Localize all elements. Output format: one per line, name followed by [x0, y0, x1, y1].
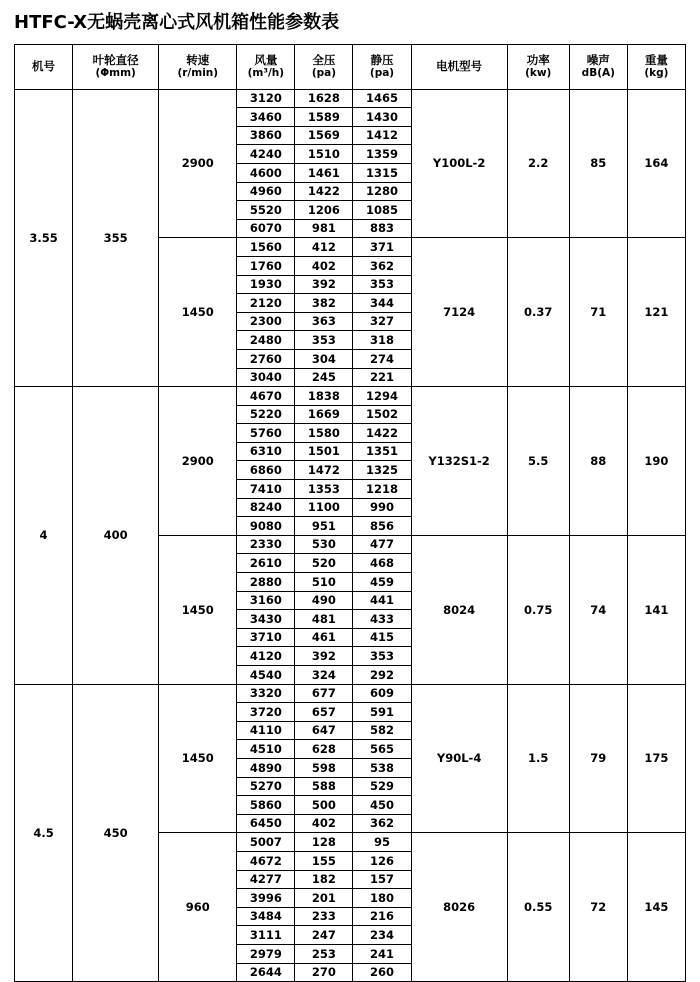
cell-total-pressure: 1838 [295, 387, 353, 406]
cell-airflow: 2120 [237, 294, 295, 313]
cell-total-pressure: 324 [295, 666, 353, 685]
cell-total-pressure: 233 [295, 907, 353, 926]
cell-airflow: 3860 [237, 126, 295, 145]
cell-airflow: 5270 [237, 777, 295, 796]
table-row [15, 89, 686, 108]
cell-total-pressure: 363 [295, 312, 353, 331]
cell-static-pressure: 1085 [353, 201, 411, 220]
cell-airflow: 4672 [237, 851, 295, 870]
cell-static-pressure: 1325 [353, 461, 411, 480]
cell-airflow: 4110 [237, 721, 295, 740]
cell-power: 0.37 [507, 238, 569, 387]
cell-static-pressure: 353 [353, 275, 411, 294]
cell-total-pressure: 412 [295, 238, 353, 257]
table-header [15, 44, 686, 89]
cell-static-pressure: 433 [353, 610, 411, 629]
cell-static-pressure: 157 [353, 870, 411, 889]
cell-static-pressure: 538 [353, 758, 411, 777]
header-impeller-diameter [73, 44, 159, 89]
table-header-row [15, 44, 686, 89]
cell-total-pressure: 382 [295, 294, 353, 313]
cell-airflow: 3720 [237, 703, 295, 722]
cell-static-pressure: 609 [353, 684, 411, 703]
cell-motor-model: 8024 [411, 535, 507, 684]
header-power-main: 功率 [526, 52, 550, 67]
cell-static-pressure: 274 [353, 349, 411, 368]
cell-airflow: 3320 [237, 684, 295, 703]
cell-airflow: 2644 [237, 963, 295, 982]
cell-total-pressure: 510 [295, 573, 353, 592]
cell-airflow: 4120 [237, 647, 295, 666]
header-weight-sub: (kg) [644, 67, 669, 80]
header-speed-sub: (r/min) [177, 67, 219, 80]
header-noise [569, 44, 627, 89]
cell-total-pressure: 392 [295, 275, 353, 294]
cell-total-pressure: 1501 [295, 442, 353, 461]
cell-airflow: 4277 [237, 870, 295, 889]
cell-airflow: 1760 [237, 256, 295, 275]
cell-weight: 121 [627, 238, 685, 387]
cell-noise: 74 [569, 535, 627, 684]
cell-airflow: 2880 [237, 573, 295, 592]
header-noise-sub: dB(A) [581, 67, 615, 80]
cell-static-pressure: 362 [353, 256, 411, 275]
cell-noise: 79 [569, 684, 627, 833]
cell-total-pressure: 1589 [295, 108, 353, 127]
cell-airflow: 7410 [237, 480, 295, 499]
cell-static-pressure: 529 [353, 777, 411, 796]
header-impeller-diameter-main: 叶轮直径 [92, 52, 139, 67]
cell-speed: 2900 [159, 387, 237, 536]
cell-static-pressure: 1465 [353, 89, 411, 108]
header-weight-main: 重量 [644, 52, 668, 67]
cell-speed: 960 [159, 833, 237, 982]
cell-total-pressure: 1100 [295, 498, 353, 517]
cell-total-pressure: 1669 [295, 405, 353, 424]
cell-static-pressure: 327 [353, 312, 411, 331]
cell-noise: 72 [569, 833, 627, 982]
cell-static-pressure: 260 [353, 963, 411, 982]
header-total-pressure-main: 全压 [312, 52, 336, 67]
cell-total-pressure: 1461 [295, 163, 353, 182]
cell-total-pressure: 981 [295, 219, 353, 238]
cell-impeller-diameter: 400 [73, 387, 159, 685]
cell-airflow: 2979 [237, 944, 295, 963]
cell-model: 4.5 [15, 684, 73, 982]
header-speed [159, 44, 237, 89]
cell-airflow: 4540 [237, 666, 295, 685]
cell-total-pressure: 201 [295, 889, 353, 908]
cell-airflow: 6310 [237, 442, 295, 461]
cell-power: 5.5 [507, 387, 569, 536]
cell-airflow: 5007 [237, 833, 295, 852]
cell-airflow: 3710 [237, 628, 295, 647]
cell-static-pressure: 565 [353, 740, 411, 759]
cell-total-pressure: 155 [295, 851, 353, 870]
header-airflow [237, 44, 295, 89]
header-weight [627, 44, 685, 89]
header-model-main: 机号 [32, 59, 56, 74]
header-airflow-main: 风量 [254, 52, 278, 67]
cell-total-pressure: 128 [295, 833, 353, 852]
cell-weight: 145 [627, 833, 685, 982]
cell-total-pressure: 500 [295, 796, 353, 815]
cell-total-pressure: 402 [295, 814, 353, 833]
cell-static-pressure: 591 [353, 703, 411, 722]
cell-static-pressure: 1218 [353, 480, 411, 499]
cell-static-pressure: 468 [353, 554, 411, 573]
cell-airflow: 2480 [237, 331, 295, 350]
cell-airflow: 5220 [237, 405, 295, 424]
cell-weight: 141 [627, 535, 685, 684]
cell-airflow: 3160 [237, 591, 295, 610]
cell-static-pressure: 582 [353, 721, 411, 740]
cell-speed: 1450 [159, 684, 237, 833]
cell-motor-model: 7124 [411, 238, 507, 387]
cell-airflow: 3120 [237, 89, 295, 108]
table-row [15, 684, 686, 703]
cell-static-pressure: 1315 [353, 163, 411, 182]
cell-static-pressure: 362 [353, 814, 411, 833]
cell-static-pressure: 1280 [353, 182, 411, 201]
cell-model: 4 [15, 387, 73, 685]
cell-total-pressure: 520 [295, 554, 353, 573]
cell-static-pressure: 856 [353, 517, 411, 536]
cell-power: 2.2 [507, 89, 569, 238]
cell-total-pressure: 490 [295, 591, 353, 610]
header-power-sub: (kw) [525, 67, 552, 80]
cell-power: 1.5 [507, 684, 569, 833]
cell-total-pressure: 247 [295, 926, 353, 945]
cell-impeller-diameter: 450 [73, 684, 159, 982]
header-speed-main: 转速 [186, 52, 210, 67]
cell-total-pressure: 530 [295, 535, 353, 554]
cell-total-pressure: 182 [295, 870, 353, 889]
performance-parameter-table [14, 44, 686, 982]
cell-power: 0.55 [507, 833, 569, 982]
cell-airflow: 1560 [237, 238, 295, 257]
cell-total-pressure: 677 [295, 684, 353, 703]
cell-weight: 164 [627, 89, 685, 238]
cell-speed: 2900 [159, 89, 237, 238]
header-noise-main: 噪声 [586, 52, 610, 67]
cell-total-pressure: 657 [295, 703, 353, 722]
cell-static-pressure: 234 [353, 926, 411, 945]
cell-static-pressure: 415 [353, 628, 411, 647]
cell-static-pressure: 450 [353, 796, 411, 815]
cell-motor-model: Y100L-2 [411, 89, 507, 238]
cell-airflow: 2610 [237, 554, 295, 573]
cell-total-pressure: 245 [295, 368, 353, 387]
cell-airflow: 3484 [237, 907, 295, 926]
cell-static-pressure: 477 [353, 535, 411, 554]
cell-airflow: 4240 [237, 145, 295, 164]
cell-static-pressure: 221 [353, 368, 411, 387]
cell-total-pressure: 304 [295, 349, 353, 368]
cell-static-pressure: 1422 [353, 424, 411, 443]
table-row [15, 387, 686, 406]
cell-static-pressure: 1430 [353, 108, 411, 127]
cell-total-pressure: 1422 [295, 182, 353, 201]
cell-total-pressure: 1510 [295, 145, 353, 164]
cell-static-pressure: 990 [353, 498, 411, 517]
cell-motor-model: 8026 [411, 833, 507, 982]
cell-airflow: 3460 [237, 108, 295, 127]
cell-airflow: 3996 [237, 889, 295, 908]
cell-model: 3.55 [15, 89, 73, 387]
cell-total-pressure: 1353 [295, 480, 353, 499]
header-motor-model-main: 电机型号 [436, 59, 483, 74]
cell-static-pressure: 344 [353, 294, 411, 313]
cell-noise: 71 [569, 238, 627, 387]
cell-airflow: 5760 [237, 424, 295, 443]
cell-total-pressure: 392 [295, 647, 353, 666]
header-impeller-diameter-sub: (Φmm) [95, 67, 136, 80]
cell-total-pressure: 1569 [295, 126, 353, 145]
cell-static-pressure: 1351 [353, 442, 411, 461]
cell-static-pressure: 371 [353, 238, 411, 257]
cell-speed: 1450 [159, 535, 237, 684]
cell-impeller-diameter: 355 [73, 89, 159, 387]
cell-static-pressure: 216 [353, 907, 411, 926]
cell-airflow: 4600 [237, 163, 295, 182]
cell-airflow: 2300 [237, 312, 295, 331]
cell-airflow: 2760 [237, 349, 295, 368]
cell-airflow: 5520 [237, 201, 295, 220]
cell-total-pressure: 598 [295, 758, 353, 777]
cell-static-pressure: 1502 [353, 405, 411, 424]
header-total-pressure [295, 44, 353, 89]
cell-total-pressure: 1628 [295, 89, 353, 108]
cell-noise: 88 [569, 387, 627, 536]
cell-static-pressure: 1294 [353, 387, 411, 406]
header-model [15, 44, 73, 89]
cell-airflow: 4960 [237, 182, 295, 201]
cell-static-pressure: 292 [353, 666, 411, 685]
cell-static-pressure: 241 [353, 944, 411, 963]
cell-total-pressure: 647 [295, 721, 353, 740]
cell-total-pressure: 1580 [295, 424, 353, 443]
cell-static-pressure: 180 [353, 889, 411, 908]
cell-total-pressure: 353 [295, 331, 353, 350]
cell-total-pressure: 588 [295, 777, 353, 796]
cell-static-pressure: 95 [353, 833, 411, 852]
cell-airflow: 9080 [237, 517, 295, 536]
header-power [507, 44, 569, 89]
header-static-pressure [353, 44, 411, 89]
cell-total-pressure: 270 [295, 963, 353, 982]
cell-airflow: 2330 [237, 535, 295, 554]
cell-airflow: 3430 [237, 610, 295, 629]
header-static-pressure-main: 静压 [370, 52, 394, 67]
cell-airflow: 6070 [237, 219, 295, 238]
cell-static-pressure: 441 [353, 591, 411, 610]
cell-airflow: 3111 [237, 926, 295, 945]
cell-airflow: 5860 [237, 796, 295, 815]
header-static-pressure-sub: (pa) [369, 67, 395, 80]
cell-airflow: 4510 [237, 740, 295, 759]
cell-static-pressure: 353 [353, 647, 411, 666]
cell-airflow: 1930 [237, 275, 295, 294]
cell-total-pressure: 461 [295, 628, 353, 647]
header-motor-model [411, 44, 507, 89]
cell-motor-model: Y132S1-2 [411, 387, 507, 536]
cell-total-pressure: 1206 [295, 201, 353, 220]
cell-static-pressure: 459 [353, 573, 411, 592]
cell-total-pressure: 402 [295, 256, 353, 275]
header-airflow-sub: (m³/h) [247, 67, 285, 80]
cell-total-pressure: 951 [295, 517, 353, 536]
cell-static-pressure: 1359 [353, 145, 411, 164]
cell-weight: 175 [627, 684, 685, 833]
cell-airflow: 4890 [237, 758, 295, 777]
cell-noise: 85 [569, 89, 627, 238]
cell-static-pressure: 883 [353, 219, 411, 238]
cell-total-pressure: 628 [295, 740, 353, 759]
cell-static-pressure: 1412 [353, 126, 411, 145]
cell-total-pressure: 481 [295, 610, 353, 629]
cell-motor-model: Y90L-4 [411, 684, 507, 833]
cell-airflow: 8240 [237, 498, 295, 517]
table-body [15, 89, 686, 982]
cell-static-pressure: 318 [353, 331, 411, 350]
cell-static-pressure: 126 [353, 851, 411, 870]
cell-airflow: 6860 [237, 461, 295, 480]
cell-power: 0.75 [507, 535, 569, 684]
cell-speed: 1450 [159, 238, 237, 387]
cell-airflow: 4670 [237, 387, 295, 406]
cell-airflow: 6450 [237, 814, 295, 833]
cell-weight: 190 [627, 387, 685, 536]
cell-total-pressure: 1472 [295, 461, 353, 480]
page-title: HTFC-X无蜗壳离心式风机箱性能参数表 [14, 12, 340, 33]
cell-airflow: 3040 [237, 368, 295, 387]
header-total-pressure-sub: (pa) [311, 67, 337, 80]
cell-total-pressure: 253 [295, 944, 353, 963]
